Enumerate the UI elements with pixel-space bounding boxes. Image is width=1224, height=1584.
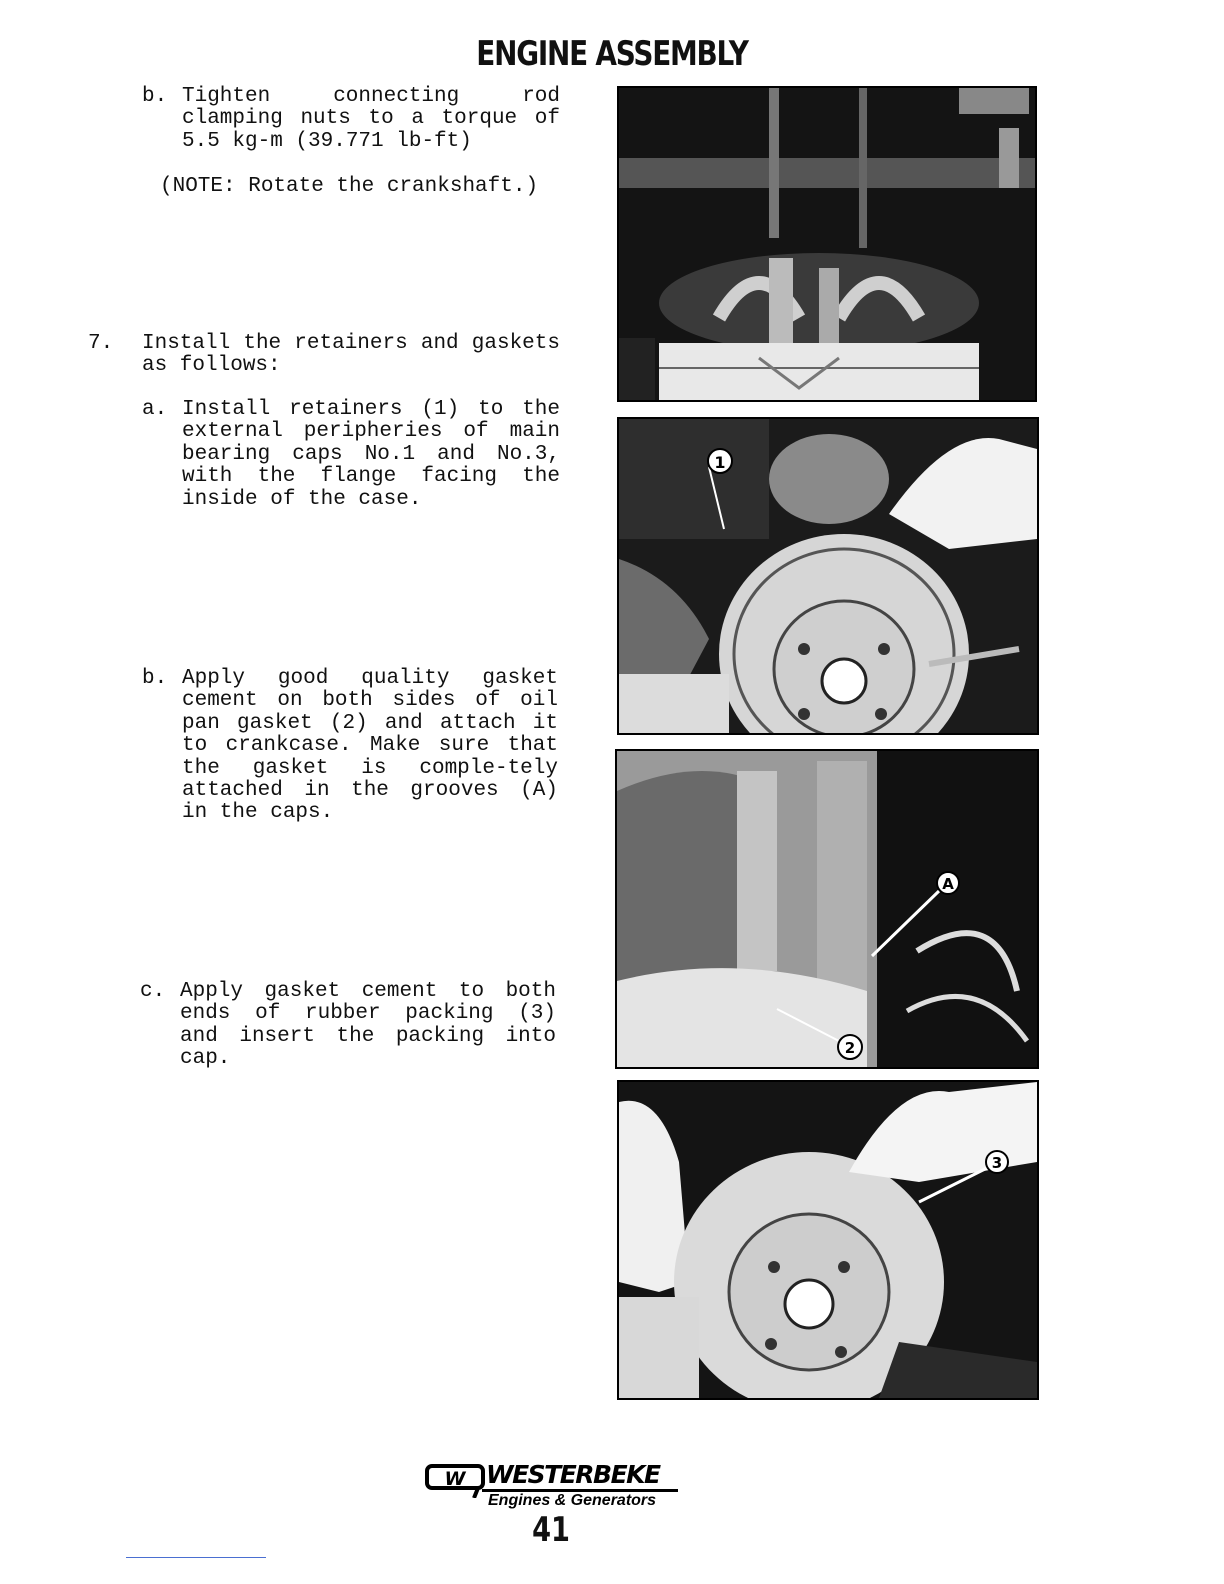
step-7a-label: a.	[142, 398, 168, 421]
callout-3-label: 3	[991, 1154, 1003, 1172]
step-7b-label: b.	[142, 667, 168, 690]
crankshaft-illustration	[619, 88, 1035, 400]
figure-gasket-grooves-photo	[615, 749, 1039, 1069]
note-rotate-crankshaft: (NOTE: Rotate the crankshaft.)	[160, 175, 539, 198]
logo-mark-letter: W	[444, 1468, 466, 1490]
footer-link-underline	[126, 1557, 266, 1558]
step-7c-text: Apply gasket cement to both ends of rubber packing (3) and insert the packing into cap.	[180, 980, 556, 1071]
figure-connecting-rods-photo	[617, 86, 1037, 402]
page-title: ENGINE ASSEMBLY	[476, 34, 748, 74]
page-number: 41	[532, 1510, 570, 1550]
figure-retainer-photo	[617, 417, 1039, 735]
gasket-grooves-illustration	[617, 751, 1037, 1067]
callout-2-label: 2	[844, 1039, 856, 1057]
brand-name: WESTERBEKE	[486, 1460, 660, 1489]
callout-a-label: A	[942, 875, 954, 893]
brand-tagline: Engines & Generators	[488, 1492, 657, 1509]
step-7c-label: c.	[140, 980, 166, 1003]
step-7b-text: Apply good quality gasket cement on both sides of oil pan gasket (2) and attach it to crankcase. Make sure that the gasket is comple-tely attached in the grooves (A) in the caps.	[182, 667, 558, 825]
figure-rubber-packing-photo	[617, 1080, 1039, 1400]
step-6b-text: Tighten connecting rod clamping nuts to a torque of 5.5 kg-m (39.771 lb-ft)	[182, 85, 560, 153]
retainer-illustration	[619, 419, 1037, 733]
step-6b-label: b.	[142, 85, 168, 108]
step-7-number: 7.	[88, 332, 114, 355]
step-7a-text: Install retainers (1) to the external peripheries of main bearing caps No.1 and No.3, with the flange facing the inside of the case.	[182, 398, 560, 511]
rubber-packing-illustration	[619, 1082, 1037, 1398]
westerbeke-w-mark-icon	[424, 1462, 488, 1498]
step-7-text: Install the retainers and gaskets as follows:	[142, 332, 560, 378]
callout-1-label: 1	[714, 453, 726, 472]
